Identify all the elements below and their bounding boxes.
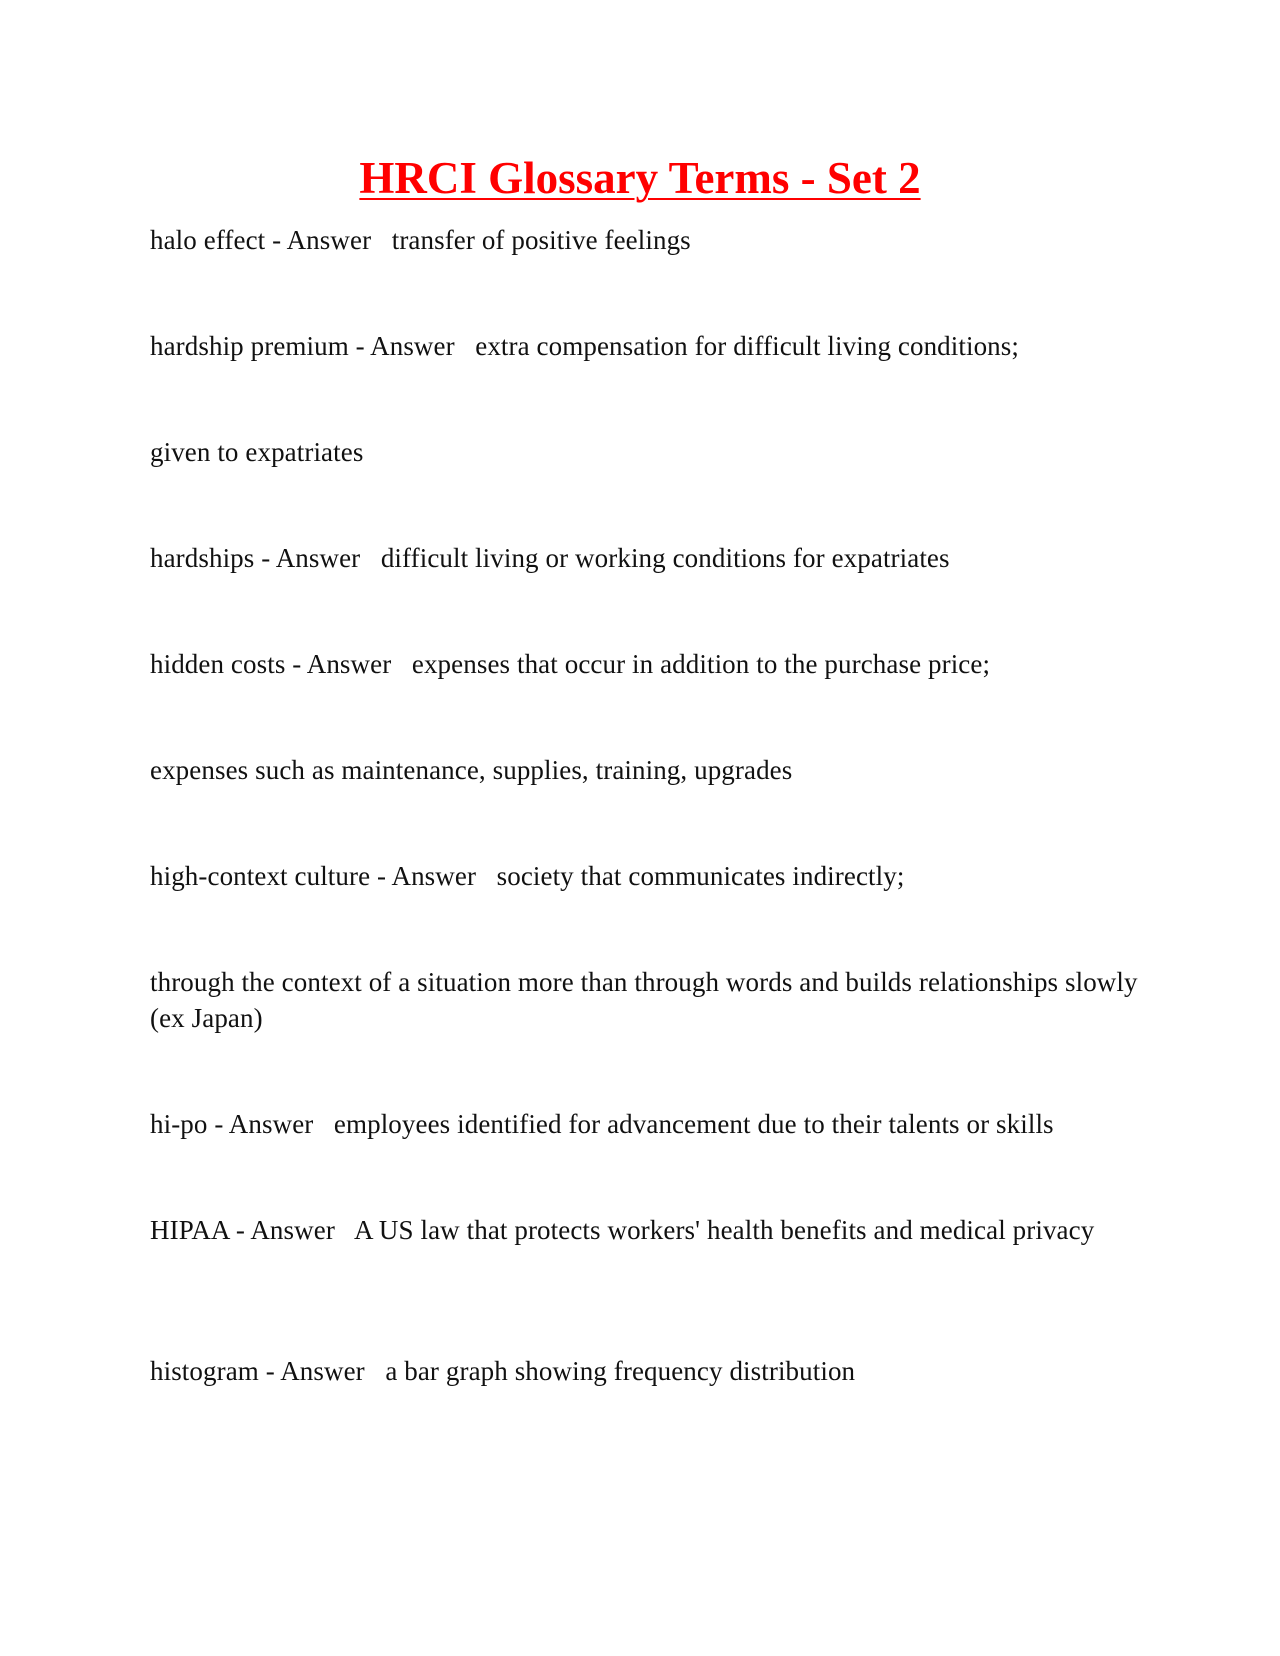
page-title: HRCI Glossary Terms - Set 2 <box>359 153 921 203</box>
glossary-entry-halo-effect: halo effect - Answer transfer of positive feelings <box>150 225 691 255</box>
glossary-entry-hardship-premium: hardship premium - Answer extra compensation for difficult living conditions; <box>150 331 1019 361</box>
glossary-entry-hardships: hardships - Answer difficult living or working conditions for expatriates <box>150 543 950 573</box>
glossary-entry-high-context-culture: high-context culture - Answer society that communicates indirectly; <box>150 861 905 891</box>
glossary-entry-histogram: histogram - Answer a bar graph showing frequency distribution <box>150 1356 856 1386</box>
glossary-entry-hidden-costs-continued: expenses such as maintenance, supplies, training, upgrades <box>150 755 793 785</box>
glossary-entry-hi-po: hi-po - Answer employees identified for advancement due to their talents or skills <box>150 1109 1054 1139</box>
glossary-entry-hardship-premium-continued: given to expatriates <box>150 437 364 467</box>
glossary-entry-high-context-culture-continued: through the context of a situation more than through words and builds relationships slowly (ex Japan) <box>150 967 1145 1033</box>
glossary-entry-hidden-costs: hidden costs - Answer expenses that occur in addition to the purchase price; <box>150 649 991 679</box>
glossary-entry-hipaa: HIPAA - Answer A US law that protects workers' health benefits and medical privacy <box>150 1215 1095 1245</box>
